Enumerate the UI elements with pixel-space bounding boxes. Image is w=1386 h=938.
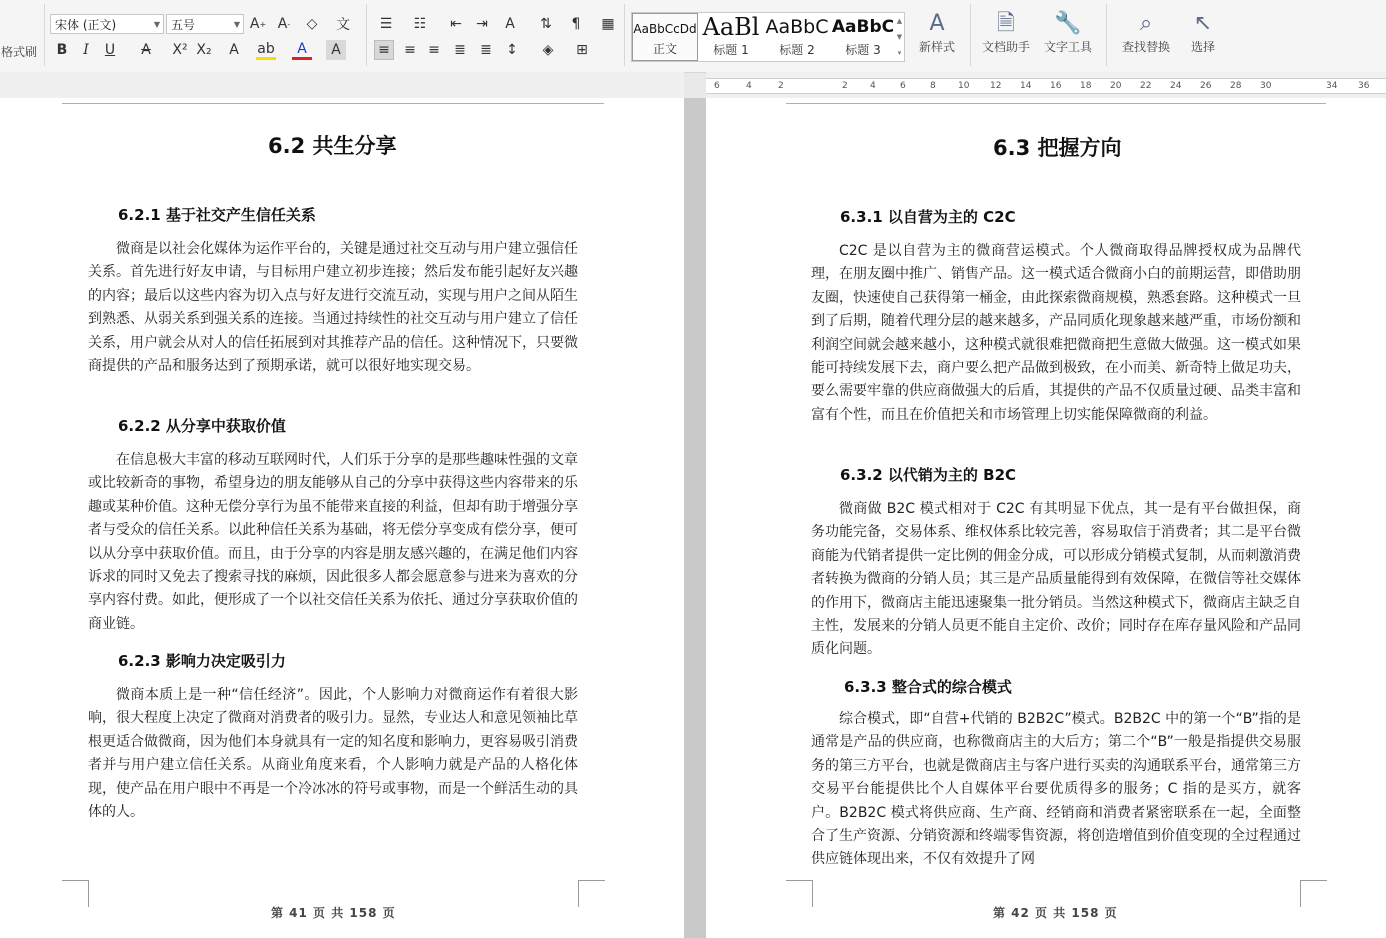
- margin-corner-mark: [62, 880, 89, 907]
- style-sample: AaBbCcDd: [633, 22, 697, 36]
- chevron-down-icon: ▼: [233, 20, 240, 29]
- ruler-number: 10: [958, 81, 970, 91]
- borders-icon[interactable]: ⊞: [576, 42, 588, 58]
- style-gallery: [631, 12, 905, 62]
- style-name: 标题 3: [845, 43, 881, 57]
- section-heading: 6.3.1 以自营为主的 C2C: [840, 208, 1016, 226]
- ruler-number: 14: [1020, 81, 1032, 91]
- increase-indent-icon[interactable]: ⇥: [476, 16, 488, 32]
- font-name-select[interactable]: [50, 14, 164, 34]
- sort-icon[interactable]: ⇅: [540, 16, 552, 32]
- align-right-icon[interactable]: ≡: [428, 42, 440, 58]
- numbered-list-icon[interactable]: ☷: [413, 16, 427, 32]
- underline-icon[interactable]: U: [104, 42, 116, 58]
- chapter-title: 6.3 把握方向: [993, 136, 1122, 160]
- ruler-number: 36: [1358, 81, 1370, 91]
- decrease-indent-icon[interactable]: ⇤: [450, 16, 462, 32]
- ruler-number: 26: [1200, 81, 1212, 91]
- body-paragraph: 微商做 B2C 模式相对于 C2C 有其明显下优点，其一是有平台做担保，商务功能完备，交易体系、维权体系比较完善，容易取信于消费者；其二是平台微商能为代销者提供一定比例的佣金分成，可以形成分销模式复制，从而刺激消费者转换为微商的分销人员；其三是产品质量能得到有效保障，在微信等社交媒体的作用下，微商店主能迅速聚集一批分销员。当然这种模式下，微商店主缺乏自主性，发展来的分销人员更不能自主定价、改价；同时存在库存量风险和产品同质化问题。: [811, 501, 1301, 658]
- style-normal[interactable]: [632, 13, 698, 61]
- page-number-footer: 第 41 页 共 158 页: [271, 906, 396, 920]
- document-icon: 🗎: [997, 11, 1015, 36]
- margin-corner-mark: [578, 880, 605, 907]
- ruler-number: 12: [990, 81, 1002, 91]
- italic-icon[interactable]: I: [83, 42, 89, 58]
- search-icon: ⌕: [1139, 11, 1153, 36]
- pinyin-guide-icon[interactable]: 文: [336, 17, 350, 33]
- subscript-icon[interactable]: X₂: [196, 42, 212, 58]
- ruler-number: 20: [1110, 81, 1122, 91]
- wrench-icon: 🔧: [1054, 11, 1082, 36]
- ruler-number: 24: [1170, 81, 1182, 91]
- section-heading: 6.3.3 整合式的综合模式: [844, 678, 1012, 696]
- doc-assistant-label: 文档助手: [981, 40, 1030, 54]
- shrink-font-icon[interactable]: A -: [277, 16, 291, 32]
- font-color-icon[interactable]: A: [292, 40, 312, 60]
- ruler-number: 6: [714, 81, 720, 91]
- new-style-button[interactable]: [912, 10, 962, 55]
- ruler-number: 2: [842, 81, 848, 91]
- format-painter-label: 格式刷: [0, 44, 37, 59]
- ruler-number: 28: [1230, 81, 1242, 91]
- document-page-42[interactable]: [706, 98, 1386, 938]
- align-left-icon[interactable]: ≡: [374, 40, 394, 60]
- grow-font-icon[interactable]: A +: [249, 16, 267, 32]
- separator: [44, 4, 45, 66]
- chapter-title: 6.2 共生分享: [268, 134, 397, 158]
- ruler-strip: [706, 78, 1386, 94]
- page-header-line: [62, 103, 604, 104]
- align-center-icon[interactable]: ≡: [404, 42, 416, 58]
- superscript-icon[interactable]: X²: [172, 42, 188, 58]
- section-heading: 6.2.2 从分享中获取价值: [118, 417, 286, 435]
- text-tools-label: 文字工具: [1043, 40, 1092, 54]
- ruler-number: 16: [1050, 81, 1062, 91]
- font-size-value: 五号: [171, 18, 196, 32]
- ruler-number: 30: [1260, 81, 1272, 91]
- line-spacing-icon[interactable]: ↕: [506, 42, 518, 58]
- strikethrough-icon[interactable]: A: [141, 42, 151, 58]
- ruler-number: 4: [746, 81, 752, 91]
- select-button[interactable]: [1184, 10, 1222, 55]
- justify-icon[interactable]: ≣: [454, 42, 466, 58]
- find-replace-button[interactable]: [1116, 10, 1176, 55]
- style-sample: AaBbC: [831, 17, 895, 37]
- clear-format-icon[interactable]: ◇: [306, 16, 318, 32]
- separator: [624, 4, 625, 66]
- separator: [366, 4, 367, 66]
- style-heading-3[interactable]: [830, 13, 896, 61]
- ruler-right-page[interactable]: [706, 72, 1386, 98]
- body-paragraph: 微商本质上是一种“信任经济”。因此，个人影响力对微商运作有着很大影响，很大程度上决定了微商对消费者的吸引力。显然，专业达人和意见领袖比草根更适合做微商，因为他们本身就具有一定的知名度和影响力，更容易吸引消费者并与用户建立信任关系。从商业角度来看，个人影响力就是产品的人格化体现，使产品在用户眼中不再是一个冷冰冰的符号或事物，而是一个鲜活生动的具体的人。: [88, 687, 578, 821]
- format-painter-button[interactable]: [0, 40, 38, 62]
- page-gap: [684, 98, 706, 938]
- separator: [970, 4, 971, 66]
- table-borders-icon[interactable]: ▦: [601, 16, 615, 32]
- ribbon-toolbar: [0, 0, 1386, 73]
- new-style-label: 新样式: [918, 40, 955, 54]
- ruler-number: 4: [870, 81, 876, 91]
- style-sample: AaBbC: [765, 16, 829, 38]
- section-heading: 6.3.2 以代销为主的 B2C: [840, 466, 1017, 484]
- show-marks-icon[interactable]: ¶: [571, 16, 581, 32]
- ruler-number: 2: [778, 81, 784, 91]
- ruler-number: 18: [1080, 81, 1092, 91]
- style-heading-2[interactable]: [764, 13, 830, 61]
- margin-corner-mark: [1300, 880, 1327, 907]
- ruler-number: 6: [900, 81, 906, 91]
- distribute-icon[interactable]: ≣: [480, 42, 492, 58]
- margin-corner-mark: [786, 880, 813, 907]
- cursor-arrow-icon: ↖: [1193, 11, 1213, 36]
- style-name: 标题 2: [779, 43, 815, 57]
- font-name-value: 宋体 (正文): [55, 18, 117, 32]
- section-heading: 6.2.1 基于社交产生信任关系: [118, 206, 316, 224]
- body-paragraph: 综合模式，即“自营+代销的 B2B2C”模式。B2B2C 中的第一个“B”指的是通常是产品的供应商，也称微商店主的大后方；第二个“B”一般是指提供交易服务的第三方平台，也就是微商店主与客户进行买卖的沟通联系平台，通常第三方交易平台能提供比个人自媒体平台要优质得多的服务；C 指的是买方，就客户。B2B2C 模式将供应商、生产商、经销商和消费者紧密联系在一起，全面整合了生产资源、分销资源和终端零售资源，将创造增值到价值变现的全过程通过供应链体现出来，不仅有效提升了网: [811, 711, 1301, 868]
- bullet-list-icon[interactable]: ☰: [379, 16, 393, 32]
- select-label: 选择: [1190, 40, 1215, 54]
- ruler-number: 34: [1326, 81, 1338, 91]
- char-shading-icon[interactable]: A: [326, 40, 346, 60]
- new-style-icon: A: [929, 11, 945, 36]
- doc-assistant-button[interactable]: [978, 10, 1034, 55]
- style-sample: AaBl: [702, 13, 760, 41]
- style-name: 正文: [652, 42, 677, 56]
- text-tools-button[interactable]: [1038, 10, 1098, 55]
- gallery-scroll-icon[interactable]: ▲ ▼ ▾: [896, 17, 903, 57]
- ruler-left-page: [0, 72, 684, 98]
- separator: [1106, 4, 1107, 66]
- find-replace-label: 查找替换: [1121, 40, 1170, 54]
- page-number-footer: 第 42 页 共 158 页: [993, 906, 1118, 920]
- style-heading-1[interactable]: [698, 13, 764, 61]
- text-effect-icon[interactable]: A: [229, 42, 239, 58]
- page-header-line: [786, 103, 1326, 104]
- section-heading: 6.2.3 影响力决定吸引力: [118, 652, 286, 670]
- ruler-number: 22: [1140, 81, 1152, 91]
- body-paragraph: C2C 是以自营为主的微商营运模式。个人微商取得品牌授权成为品牌代理，在朋友圈中推广、销售产品。这一模式适合微商小白的前期运营，即借助朋友圈，快速使自己获得第一桶金，由此探索微商规模，熟悉套路。这种模式一旦到了后期，随着代理分层的越来越多，产品同质化现象越来越严重，市场份额和利润空间就会越来越小，这种模式就很难把微商把生意做大做强。这一模式如果能可持续发展下去，商户要么把产品做到极致，在小而美、新奇特上做足功夫，要么需要牢靠的供应商做强大的后盾，其提供的产品不仅质量过硬、品类丰富和富有个性，而且在价值把关和市场管理上切实能保障微商的利益。: [811, 243, 1301, 423]
- chevron-down-icon: ▼: [153, 20, 160, 29]
- body-paragraph: 在信息极大丰富的移动互联网时代，人们乐于分享的是那些趣味性强的文章或比较新奇的事物，希望身边的朋友能够从自己的分享中获得这些内容带来的乐趣或某种价值。这种无偿分享行为虽不能带来直接的利益，但却有助于增强分享者与受众的信任关系。以此种信任关系为基础，将无偿分享变成有偿分享，便可以从分享中获取价值。而且，由于分享的内容是朋友感兴趣的，在满足他们内容诉求的同时又免去了搜索寻找的麻烦，因此很多人都会愿意参与进来为喜欢的分享内容付费。如此，便形成了一个以社交信任关系为依托、通过分享获取价值的商业链。: [88, 452, 578, 632]
- document-page-41[interactable]: [0, 98, 684, 938]
- body-paragraph: 微商是以社会化媒体为运作平台的，关键是通过社交互动与用户建立强信任关系。首先进行好友申请，与目标用户建立初步连接；然后发布能引起好友兴趣的内容；最后以这些内容为切入点与好友进行交流互动，实现与用户之间从陌生到熟悉、从弱关系到强关系的连接。当通过持续性的社交互动与用户建立了信任关系，用户就会从对人的信任拓展到对其推荐产品的信任。这种情况下，只要微商提供的产品和服务达到了预期承诺，就可以很好地实现交易。: [88, 241, 578, 375]
- change-case-icon[interactable]: A: [505, 16, 515, 32]
- bold-icon[interactable]: B: [56, 42, 68, 58]
- shading-icon[interactable]: ◈: [542, 42, 554, 58]
- highlight-icon[interactable]: ab: [256, 40, 276, 60]
- style-name: 标题 1: [713, 43, 749, 57]
- ruler-number: 8: [930, 81, 936, 91]
- font-size-select[interactable]: [166, 14, 244, 34]
